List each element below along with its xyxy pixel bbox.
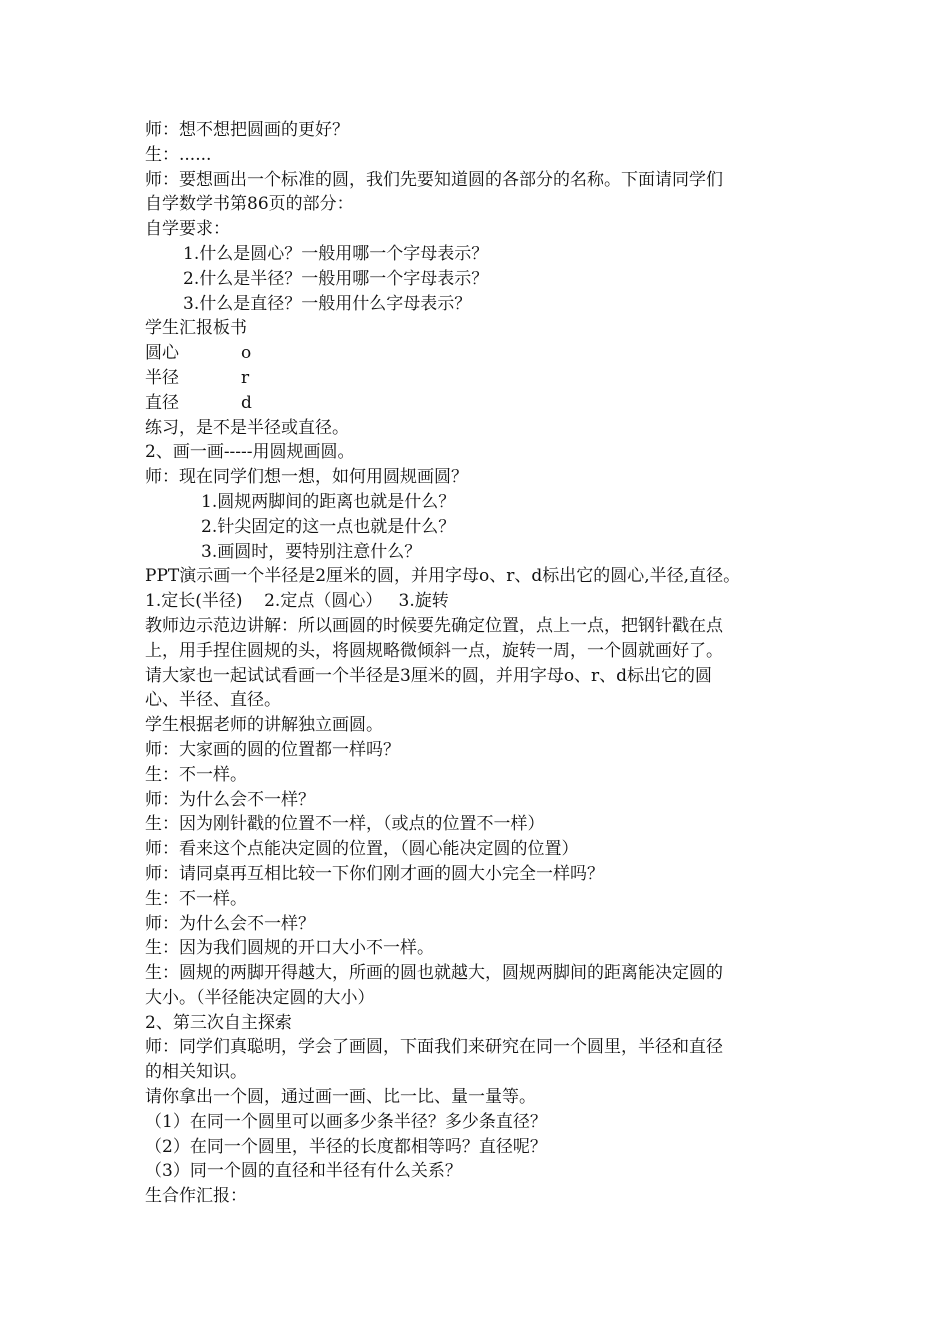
term-row <box>145 391 825 416</box>
question-item: （1）在同一个圆里可以画多少条半径？多少条直径？ <box>145 1111 547 1132</box>
term-row <box>145 341 825 366</box>
question-item: 1.圆规两脚间的距离也就是什么？ <box>201 491 456 512</box>
section-label: 学生汇报板书 <box>145 318 247 339</box>
term-name: 圆心 <box>145 343 179 364</box>
section-heading: 2、第三次自主探索 <box>145 1012 292 1033</box>
dialogue-line: 生：不一样。 <box>145 764 247 785</box>
paragraph-line: 生合作汇报： <box>145 1186 247 1207</box>
lesson-text <box>145 118 825 1209</box>
dialogue-line: 生：因为我们圆规的开口大小不一样。 <box>145 938 434 959</box>
term-name: 半径 <box>145 367 179 388</box>
dialogue-line: 师：现在同学们想一想，如何用圆规画圆？ <box>145 467 468 488</box>
dialogue-line: 生：圆规的两脚开得越大，所画的圆也就越大，圆规两脚间的距离能决定圆的 <box>145 963 723 984</box>
question-item: （2）在同一个圆里，半径的长度都相等吗？直径呢？ <box>145 1136 547 1157</box>
term-letter: r <box>241 367 250 388</box>
section-heading: 2、画一画-----用圆规画圆。 <box>145 442 355 463</box>
dialogue-line: 师：为什么会不一样？ <box>145 913 315 934</box>
requirement-item: 2.什么是半径？一般用哪一个字母表示？ <box>183 268 489 289</box>
dialogue-line: 生：因为刚针戳的位置不一样，（或点的位置不一样） <box>145 814 545 835</box>
dialogue-line: 师：为什么会不一样？ <box>145 789 315 810</box>
requirement-item: 1.什么是圆心？一般用哪一个字母表示？ <box>183 243 489 264</box>
dialogue-line: 师：同学们真聪明，学会了画圆，下面我们来研究在同一个圆里，半径和直径 <box>145 1037 723 1058</box>
dialogue-line: 大小。（半径能决定圆的大小） <box>145 987 375 1008</box>
dialogue-line: 师：想不想把圆画的更好？ <box>145 120 349 140</box>
dialogue-line: 师：大家画的圆的位置都一样吗？ <box>145 739 400 760</box>
paragraph-line: 教师边示范边讲解：所以画圆的时候要先确定位置，点上一点，把钢针戳在点 <box>145 615 723 636</box>
paragraph-line: 请大家也一起试试看画一个半径是3厘米的圆，并用字母o、r、d标出它的圆 <box>145 665 713 686</box>
steps-line: 1.定长(半径) 2.定点（圆心） 3.旋转 <box>145 591 449 612</box>
term-letter: d <box>241 392 252 413</box>
dialogue-line: 师：看来这个点能决定圆的位置，（圆心能决定圆的位置） <box>145 839 579 860</box>
dialogue-line: 师：要想画出一个标准的圆，我们先要知道圆的各部分的名称。下面请同学们 <box>145 169 723 190</box>
dialogue-line: 的相关知识。 <box>145 1062 247 1083</box>
dialogue-line: 生：...... <box>145 144 212 165</box>
paragraph-line: 心、半径、直径。 <box>145 690 281 711</box>
requirement-item: 3.什么是直径？一般用什么字母表示？ <box>183 293 472 314</box>
paragraph-line: 练习，是不是半径或直径。 <box>145 417 349 438</box>
dialogue-line: 生：不一样。 <box>145 888 247 909</box>
question-item: 2.针尖固定的这一点也就是什么？ <box>201 516 456 537</box>
paragraph-line: 上，用手捏住圆规的头，将圆规略微倾斜一点，旋转一周，一个圆就画好了。 <box>145 640 723 661</box>
paragraph-line: 请你拿出一个圆，通过画一画、比一比、量一量等。 <box>145 1087 536 1108</box>
dialogue-line: 自学数学书第86页的部分： <box>145 194 354 215</box>
term-letter: o <box>241 343 252 364</box>
paragraph-line: PPT演示画一个半径是2厘米的圆，并用字母o、r、d标出它的圆心,半径,直径。 <box>145 566 741 587</box>
term-row <box>145 366 825 391</box>
term-name: 直径 <box>145 392 179 413</box>
dialogue-line: 师：请同桌再互相比较一下你们刚才画的圆大小完全一样吗？ <box>145 863 604 884</box>
question-item: （3）同一个圆的直径和半径有什么关系？ <box>145 1161 462 1182</box>
section-label: 自学要求： <box>145 219 230 240</box>
paragraph-line: 学生根据老师的讲解独立画圆。 <box>145 715 383 736</box>
question-item: 3.画圆时，要特别注意什么？ <box>201 541 422 562</box>
